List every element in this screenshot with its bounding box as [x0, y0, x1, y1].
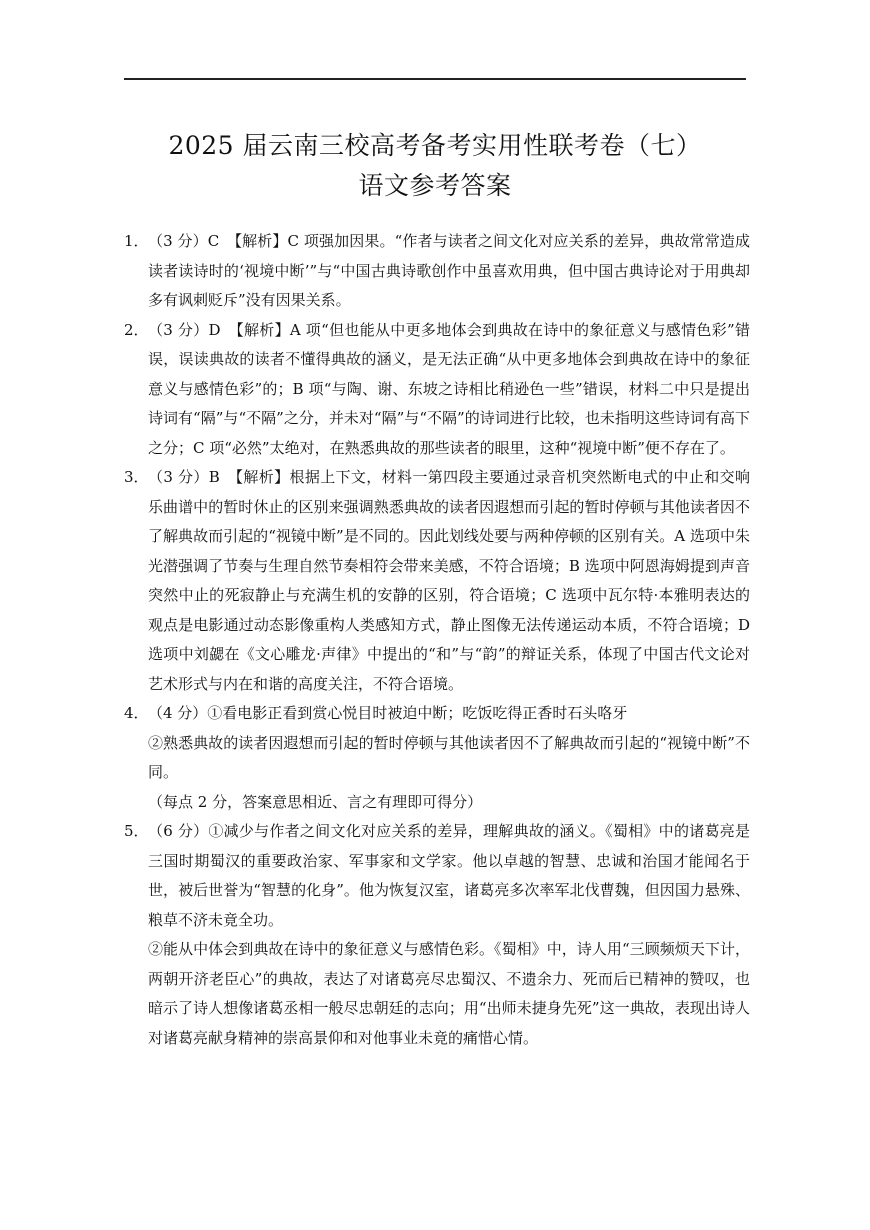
answer-number: 5． [124, 822, 149, 840]
answer-text: ②熟悉典故的读者因遐想而引起的暂时停顿与其他读者因不了解典故而引起的“视镜中断”不同。 [148, 733, 750, 781]
answer-text: （3 分）D 【解析】A 项“但也能从中更多地体会到典故在诗中的象征意义与感情色彩”错误，误读典故的读者不懂得典故的涵义，是无法正确“从中更多地体会到典故在诗中的象征意义与感情色彩”的；B 项“与陶、谢、东坡之诗相比稍逊色一些”错误，材料二中只是提出诗词有“隔”与“不隔”之分，并未对“隔”与“不隔”的诗词进行比较，也未指明这些诗词有高下之分；C 项“必然”太绝对，在熟悉典故的那些读者的眼里，这种“视境中断”便不存在了。 [148, 320, 750, 457]
answer-text: （6 分）①减少与作者之间文化对应关系的差异，理解典故的涵义。《蜀相》中的诸葛亮是三国时期蜀汉的重要政治家、军事家和文学家。他以卓越的智慧、忠诚和治国才能闻名于世，被后世誉为“智慧的化身”。他为恢复汉室，诸葛亮多次率军北伐曹魏，但因国力悬殊、粮草不济未竟全功。 [148, 822, 750, 929]
scoring-note: （每点 2 分，答案意思相近、言之有理即可得分） [148, 792, 483, 811]
answer-item-3 [124, 463, 750, 699]
answer-text: （3 分）B 【解析】根据上下文，材料一第四段主要通过录音机突然断电式的中止和交响乐曲谱中的暂时休止的区别来强调熟悉典故的读者因遐想而引起的暂时停顿与其他读者因不了解典故而引起的“视镜中断”是不同的。因此划线处要与两种停顿的区别有关。A 选项中朱光潜强调了节奏与生理自然节奏相符会带来美感，不符合语境；B 选项中阿恩海姆提到声音突然中止的死寂静止与充满生机的安静的区别，符合语境；C 选项中瓦尔特·本雅明表达的观点是电影通过动态影像重构人类感知方式，静止图像无法传递运动本质，不符合语境；D 选项中刘勰在《文心雕龙·声律》中提出的“和”与“韵”的辩证关系，体现了中国古代文论对艺术形式与内在和谐的高度关注，不符合语境。 [148, 468, 750, 693]
answer-number: 3． [124, 468, 149, 486]
header-rule [124, 78, 746, 80]
answer-list [124, 227, 750, 1053]
answer-number: 4． [124, 704, 149, 722]
answer-item-2 [124, 316, 750, 464]
answer-number: 1． [124, 232, 149, 250]
answer-text: （4 分）①看电影正看到赏心悦目时被迫中断；吃饭吃得正香时石头咯牙 [148, 704, 628, 722]
answer-item-5 [124, 817, 750, 1053]
answer-number: 2． [124, 320, 149, 339]
answer-text: （3 分）C 【解析】C 项强加因果。“作者与读者之间文化对应关系的差异，典故常常造成读者读诗时的‘视境中断’”与“中国古典诗歌创作中虽喜欢用典，但中国古典诗论对于用典却多有讽刺贬斥”没有因果关系。 [148, 232, 750, 309]
answer-item-4 [124, 699, 750, 817]
document-title: 2025 届云南三校高考备考实用性联考卷（七） [168, 131, 702, 160]
answer-text: ②能从中体会到典故在诗中的象征意义与感情色彩。《蜀相》中，诗人用“三顾频烦天下计，两朝开济老臣心”的典故，表达了对诸葛亮尽忠蜀汉、不遗余力、死而后已精神的赞叹，也暗示了诗人想像诸葛丞相一般尽忠朝廷的志向；用“出师未捷身先死”这一典故，表现出诗人对诸葛亮献身精神的崇高景仰和对他事业未竟的痛惜心情。 [148, 940, 750, 1047]
answer-item-1 [124, 227, 750, 316]
document-subtitle: 语文参考答案 [358, 171, 512, 200]
